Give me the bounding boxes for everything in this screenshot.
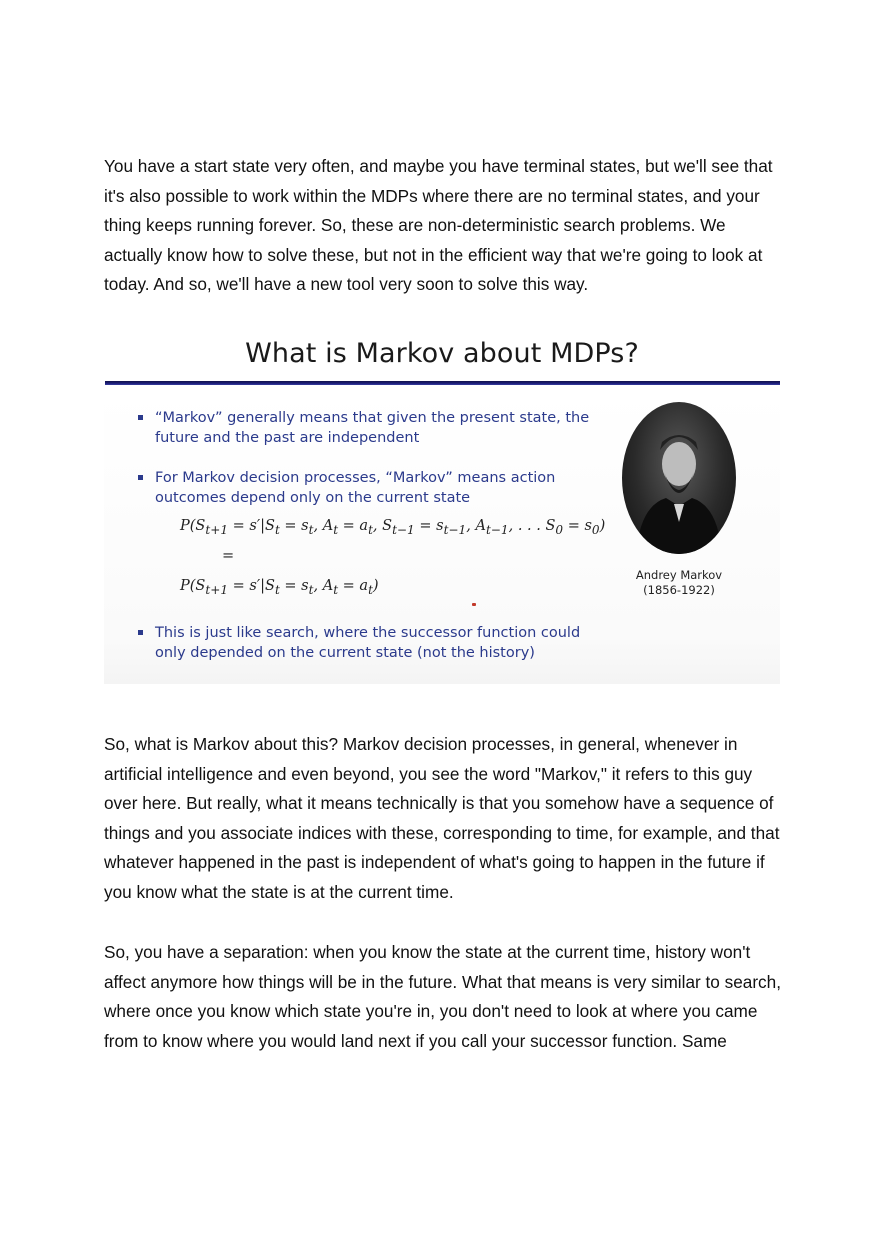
bullet-square-icon [138, 415, 143, 420]
bullet-text: For Markov decision processes, “Markov” means action outcomes depend only on the current state [155, 470, 556, 506]
paragraph-markov-explained: So, what is Markov about this? Markov decision processes, in general, whenever in artificial intelligence and even beyond, you see the word "Markov," it refers to this guy over here. But really, what it means technically is that you somehow have a sequence of things and you associate indices with these, corresponding to time, for example, and that whatever happened in the past is independent of what's going to happen in the future if you know what the state is at the current time. [104, 734, 780, 902]
formula-equals: = [222, 548, 235, 564]
bullet-text: This is just like search, where the successor function could only depended on the current state (not the history) [155, 625, 581, 661]
title-divider [105, 381, 780, 385]
caption-name: Andrey Markov [635, 568, 723, 582]
slide-image [104, 334, 780, 686]
formula-current-state: $P(S_{t+1} = s'|S_t = s_t$, $A_t = a_t$) [180, 578, 379, 597]
portrait-caption [612, 568, 746, 598]
markov-portrait [622, 402, 736, 554]
paragraph-separation: So, you have a separation: when you know the state at the current time, history won't affect anymore how things will be in the future. What that means is very similar to search, where once you know which state you're in, you don't need to look at where you came from to know where you would land next if you call your successor function. Same [104, 942, 781, 1051]
person-portrait-icon [622, 402, 736, 554]
caption-years: (1856-1922) [643, 583, 715, 597]
bullet-text: “Markov” generally means that given the present state, the future and the past are independent [155, 410, 590, 446]
bullet-square-icon [138, 475, 143, 480]
paragraph-intro: You have a start state very often, and maybe you have terminal states, but we'll see that it's also possible to work within the MDPs where there are no terminal states, and your thing keeps running forever. So, these are non-deterministic search problems. We actually know how to solve these, but not in the efficient way that we're going to look at today. And so, we'll have a new tool very soon to solve this way. [104, 156, 773, 295]
cursor-dot [472, 603, 476, 606]
formula-full-history: $P(S_{t+1} = s'|S_t = s_t$, $A_t = a_t$, $S_{t-1} = s_{t-1}$, $A_{t-1}$, . . . $S_0 = s_0$) [180, 518, 606, 537]
slide-title: What is Markov about MDPs? [245, 338, 639, 369]
slide-body [104, 392, 780, 684]
bullet-square-icon [138, 630, 143, 635]
